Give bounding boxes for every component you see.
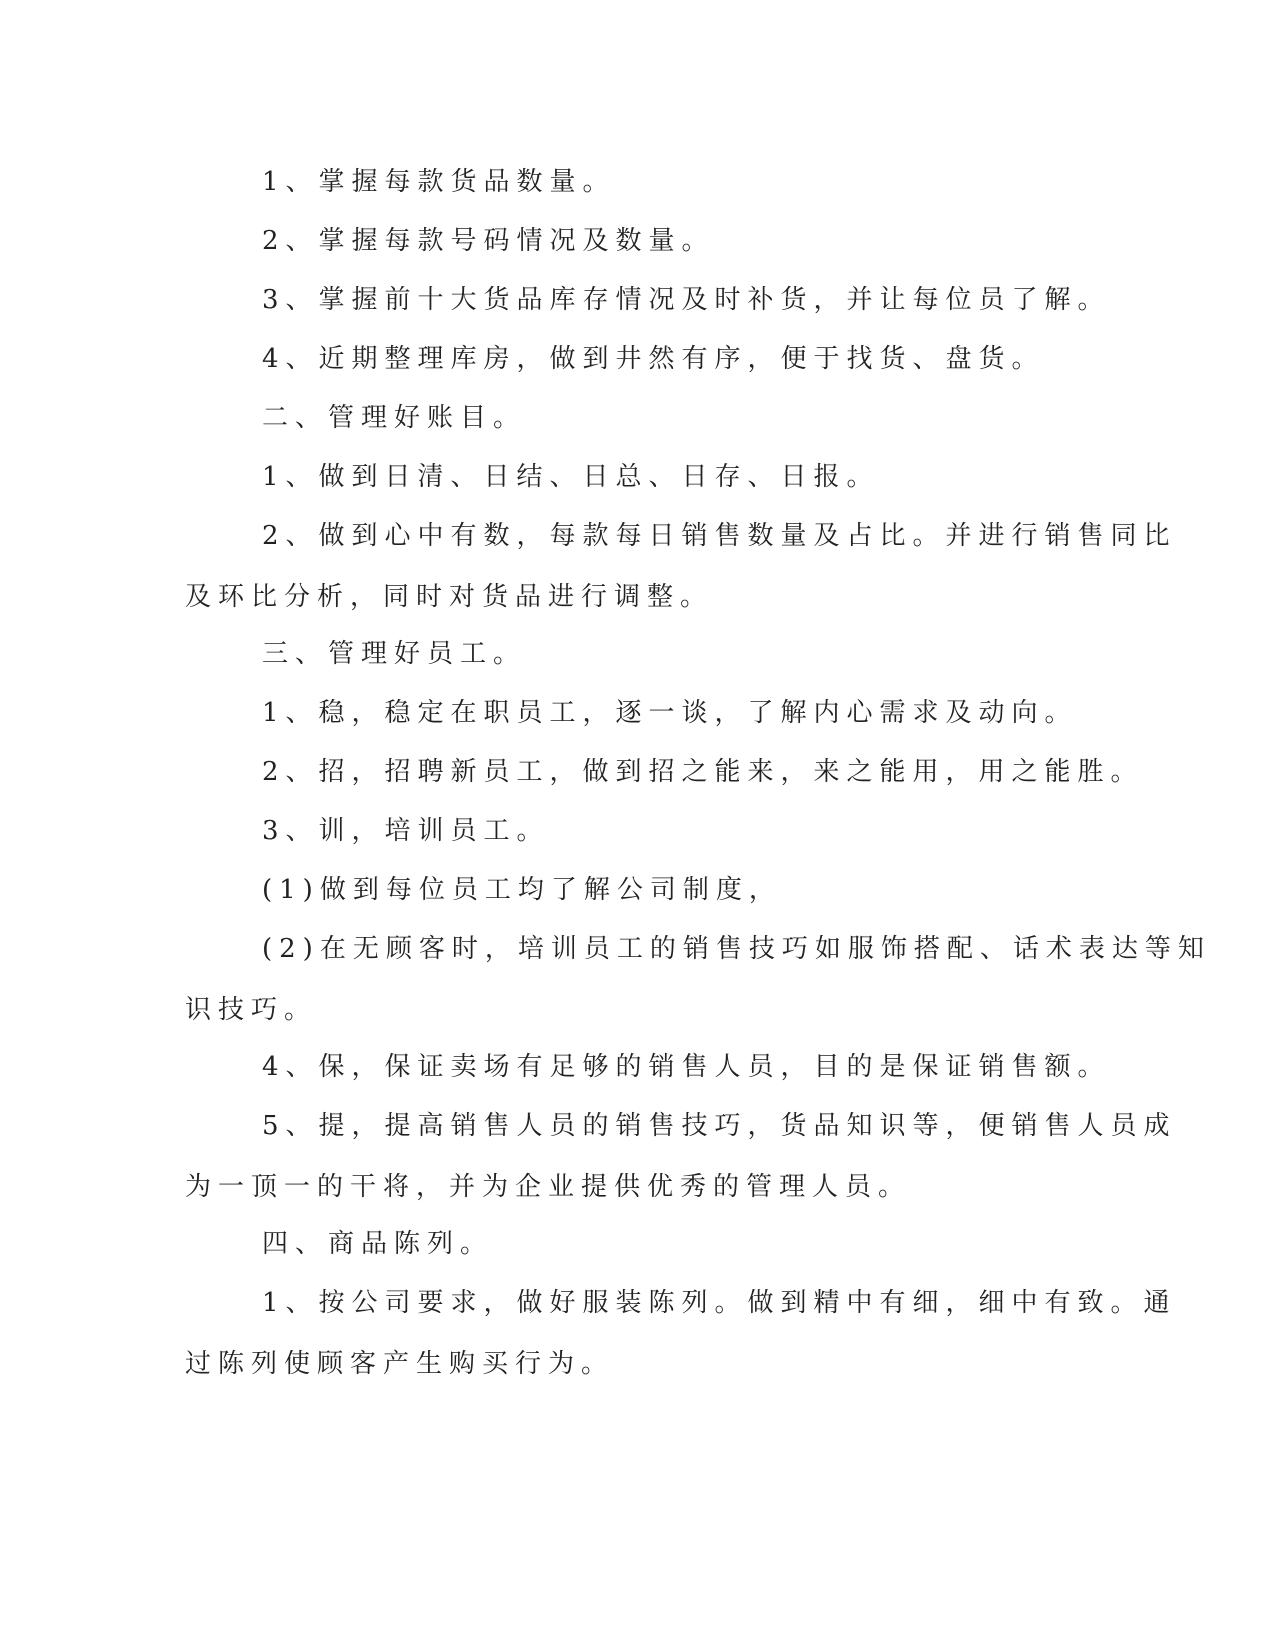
paragraph-line: 2、招，招聘新员工，做到招之能来，来之能用，用之能胜。	[262, 757, 1144, 787]
list-item-4-organize-storeroom	[185, 329, 1085, 390]
paragraph-line: 2、做到心中有数，每款每日销售数量及占比。并进行销售同比	[262, 521, 1177, 551]
paragraph-line: (1)做到每位员工均了解公司制度，	[262, 875, 782, 905]
paragraph-line: 2、掌握每款号码情况及数量。	[262, 226, 715, 256]
paragraph-line: 识技巧。	[185, 995, 318, 1025]
list-item-sales-analysis	[185, 506, 1177, 628]
list-item-improve	[185, 1096, 1177, 1218]
paragraph-line: 4、近期整理库房，做到井然有序，便于找货、盘货。	[262, 344, 1045, 374]
sub-item-sales-skills	[185, 919, 1211, 1041]
list-item-train	[185, 801, 1085, 862]
paragraph-line: 四、商品陈列。	[262, 1229, 494, 1259]
paragraph-line: 过陈列使顾客产生购买行为。	[185, 1349, 615, 1379]
sub-item-company-policy	[185, 860, 1085, 921]
paragraph-line: 三、管理好员工。	[262, 639, 527, 669]
section-heading-accounts	[185, 388, 1085, 449]
paragraph-line: 4、保，保证卖场有足够的销售人员，目的是保证销售额。	[262, 1052, 1111, 1082]
section-heading-display	[185, 1214, 1085, 1275]
list-item-merchandise-display	[185, 1273, 1177, 1395]
list-item-2-grasp-sizes	[185, 211, 1085, 272]
paragraph-line: 1、按公司要求，做好服装陈列。做到精中有细，细中有致。通	[262, 1288, 1177, 1318]
paragraph-line: 1、稳，稳定在职员工，逐一谈，了解内心需求及动向。	[262, 698, 1078, 728]
paragraph-line: 1、做到日清、日结、日总、日存、日报。	[262, 462, 880, 492]
list-item-1-grasp-quantity	[185, 152, 1085, 213]
list-item-3-top-ten-stock	[185, 270, 1111, 331]
paragraph-line: 二、管理好账目。	[262, 403, 527, 433]
list-item-ensure-staffing	[185, 1037, 1111, 1098]
paragraph-line: 3、训，培训员工。	[262, 816, 550, 846]
section-heading-staff	[185, 624, 1085, 685]
list-item-daily-reports	[185, 447, 1085, 508]
paragraph-line: (2)在无顾客时，培训员工的销售技巧如服饰搭配、话术表达等知	[262, 934, 1211, 964]
paragraph-line: 1、掌握每款货品数量。	[262, 167, 616, 197]
paragraph-line: 5、提，提高销售人员的销售技巧，货品知识等，便销售人员成	[262, 1111, 1177, 1141]
paragraph-line: 3、掌握前十大货品库存情况及时补货，并让每位员了解。	[262, 285, 1111, 315]
paragraph-line: 及环比分析，同时对货品进行调整。	[185, 582, 714, 612]
list-item-stabilize	[185, 683, 1085, 744]
list-item-recruit	[185, 742, 1144, 803]
paragraph-line: 为一顶一的干将，并为企业提供优秀的管理人员。	[185, 1172, 912, 1202]
